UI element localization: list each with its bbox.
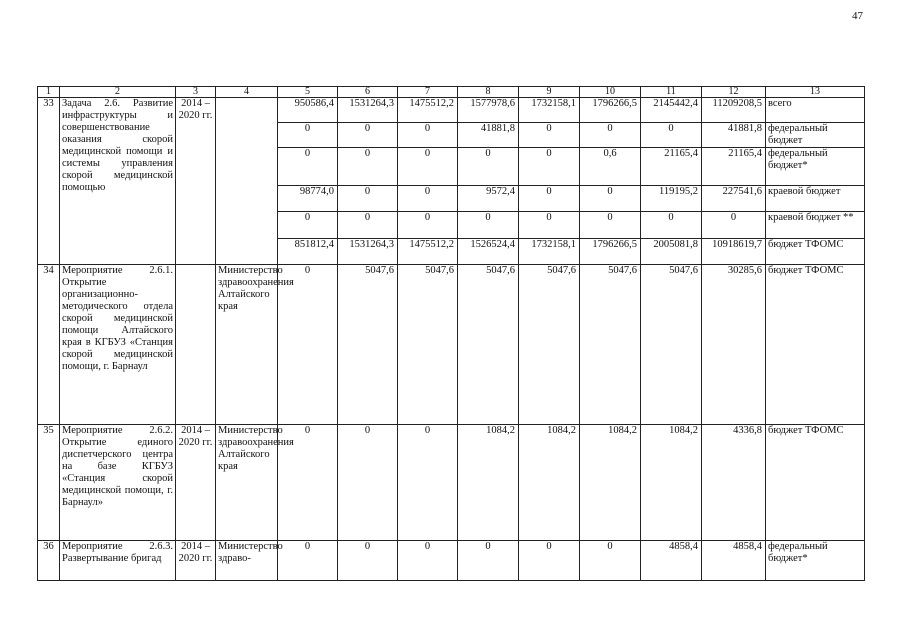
col-header: 13 <box>766 87 865 98</box>
value-cell: 0 <box>278 265 338 425</box>
value-cell: 950586,4 <box>278 98 338 123</box>
value-cell: 1084,2 <box>519 425 580 541</box>
value-cell: 1732158,1 <box>519 239 580 265</box>
row-number: 35 <box>38 425 60 541</box>
value-cell: 1531264,3 <box>338 239 398 265</box>
value-cell: 0 <box>398 148 458 186</box>
period-cell: 2014 – 2020 гг. <box>176 98 216 265</box>
value-cell: 0 <box>580 123 641 148</box>
value-cell: 0 <box>278 123 338 148</box>
value-cell: 30285,6 <box>702 265 766 425</box>
value-cell: 4858,4 <box>641 541 702 581</box>
value-cell: 1796266,5 <box>580 239 641 265</box>
value-cell: 0 <box>338 186 398 212</box>
value-cell: 0 <box>338 425 398 541</box>
source-cell: федеральный бюджет* <box>766 541 865 581</box>
value-cell: 1577978,6 <box>458 98 519 123</box>
value-cell: 0 <box>458 212 519 239</box>
value-cell: 0 <box>398 425 458 541</box>
budget-table <box>37 86 865 581</box>
value-cell: 0 <box>580 541 641 581</box>
value-cell: 2145442,4 <box>641 98 702 123</box>
value-cell: 0 <box>641 212 702 239</box>
value-cell: 21165,4 <box>702 148 766 186</box>
table-row <box>38 265 865 425</box>
source-cell: бюджет ТФОМС <box>766 239 865 265</box>
period-cell: 2014 – 2020 гг. <box>176 425 216 541</box>
value-cell: 1084,2 <box>458 425 519 541</box>
value-cell: 1475512,2 <box>398 239 458 265</box>
source-cell: федеральный бюджет* <box>766 148 865 186</box>
value-cell: 0 <box>278 425 338 541</box>
value-cell: 5047,6 <box>458 265 519 425</box>
col-header: 10 <box>580 87 641 98</box>
value-cell: 0 <box>398 212 458 239</box>
value-cell: 21165,4 <box>641 148 702 186</box>
value-cell: 0 <box>519 541 580 581</box>
value-cell: 0 <box>519 148 580 186</box>
value-cell: 0 <box>338 123 398 148</box>
value-cell: 1526524,4 <box>458 239 519 265</box>
source-cell: краевой бюджет <box>766 186 865 212</box>
value-cell: 0 <box>641 123 702 148</box>
col-header: 2 <box>60 87 176 98</box>
value-cell: 5047,6 <box>519 265 580 425</box>
value-cell: 0 <box>519 212 580 239</box>
value-cell: 227541,6 <box>702 186 766 212</box>
source-cell: федеральный бюджет <box>766 123 865 148</box>
value-cell: 5047,6 <box>641 265 702 425</box>
value-cell: 9572,4 <box>458 186 519 212</box>
value-cell: 119195,2 <box>641 186 702 212</box>
value-cell: 1084,2 <box>641 425 702 541</box>
value-cell: 98774,0 <box>278 186 338 212</box>
row-number: 34 <box>38 265 60 425</box>
value-cell: 1531264,3 <box>338 98 398 123</box>
value-cell: 1475512,2 <box>398 98 458 123</box>
table-row <box>38 98 865 123</box>
value-cell: 2005081,8 <box>641 239 702 265</box>
period-cell: 2014 – 2020 гг. <box>176 541 216 581</box>
activity-name: Мероприятие 2.6.2. Открытие единого диспетчерского центра на базе КГБУЗ «Станция скорой медицинской помощи, г. Барнаул» <box>60 425 176 541</box>
value-cell: 0 <box>398 541 458 581</box>
executor-cell: Министерство здравоохранения Алтайского края <box>216 425 278 541</box>
value-cell: 0 <box>278 148 338 186</box>
value-cell: 1796266,5 <box>580 98 641 123</box>
value-cell: 0 <box>278 541 338 581</box>
value-cell: 10918619,7 <box>702 239 766 265</box>
value-cell: 5047,6 <box>398 265 458 425</box>
value-cell: 4858,4 <box>702 541 766 581</box>
value-cell: 0 <box>278 212 338 239</box>
row-number: 36 <box>38 541 60 581</box>
col-header: 3 <box>176 87 216 98</box>
value-cell: 0 <box>580 212 641 239</box>
value-cell: 0 <box>338 148 398 186</box>
task-name: Задача 2.6. Развитие инфраструктуры и совершенствование оказания скорой медицинской помощи и системы управления скорой медицинской помощью <box>60 98 176 265</box>
col-header: 12 <box>702 87 766 98</box>
value-cell: 0 <box>398 186 458 212</box>
column-number-row <box>38 87 865 98</box>
value-cell: 0 <box>398 123 458 148</box>
value-cell: 5047,6 <box>580 265 641 425</box>
col-header: 4 <box>216 87 278 98</box>
value-cell: 1084,2 <box>580 425 641 541</box>
executor-cell: Министерство здраво- <box>216 541 278 581</box>
table-row <box>38 425 865 541</box>
col-header: 11 <box>641 87 702 98</box>
value-cell: 5047,6 <box>338 265 398 425</box>
value-cell: 0 <box>519 186 580 212</box>
activity-name: Мероприятие 2.6.1. Открытие организационно-методического отдела скорой медицинской помощи Алтайского края в КГБУЗ «Станция скорой медицинской помощи, г. Барнаул <box>60 265 176 425</box>
col-header: 6 <box>338 87 398 98</box>
value-cell: 11209208,5 <box>702 98 766 123</box>
executor-cell <box>216 98 278 265</box>
value-cell: 0 <box>338 541 398 581</box>
table-row <box>38 541 865 581</box>
source-cell: бюджет ТФОМС <box>766 425 865 541</box>
value-cell: 0 <box>580 186 641 212</box>
col-header: 5 <box>278 87 338 98</box>
activity-name: Мероприятие 2.6.3. Развертывание бригад <box>60 541 176 581</box>
source-cell: всего <box>766 98 865 123</box>
value-cell: 0 <box>338 212 398 239</box>
value-cell: 0 <box>458 148 519 186</box>
value-cell: 851812,4 <box>278 239 338 265</box>
value-cell: 41881,8 <box>458 123 519 148</box>
page-number: 47 <box>852 10 863 22</box>
row-number: 33 <box>38 98 60 265</box>
value-cell: 0 <box>702 212 766 239</box>
col-header: 9 <box>519 87 580 98</box>
source-cell: краевой бюджет ** <box>766 212 865 239</box>
value-cell: 0 <box>519 123 580 148</box>
value-cell: 41881,8 <box>702 123 766 148</box>
period-cell <box>176 265 216 425</box>
value-cell: 1732158,1 <box>519 98 580 123</box>
value-cell: 0 <box>458 541 519 581</box>
executor-cell: Министерство здравоохранения Алтайского края <box>216 265 278 425</box>
col-header: 1 <box>38 87 60 98</box>
value-cell: 4336,8 <box>702 425 766 541</box>
col-header: 7 <box>398 87 458 98</box>
col-header: 8 <box>458 87 519 98</box>
source-cell: бюджет ТФОМС <box>766 265 865 425</box>
value-cell: 0,6 <box>580 148 641 186</box>
